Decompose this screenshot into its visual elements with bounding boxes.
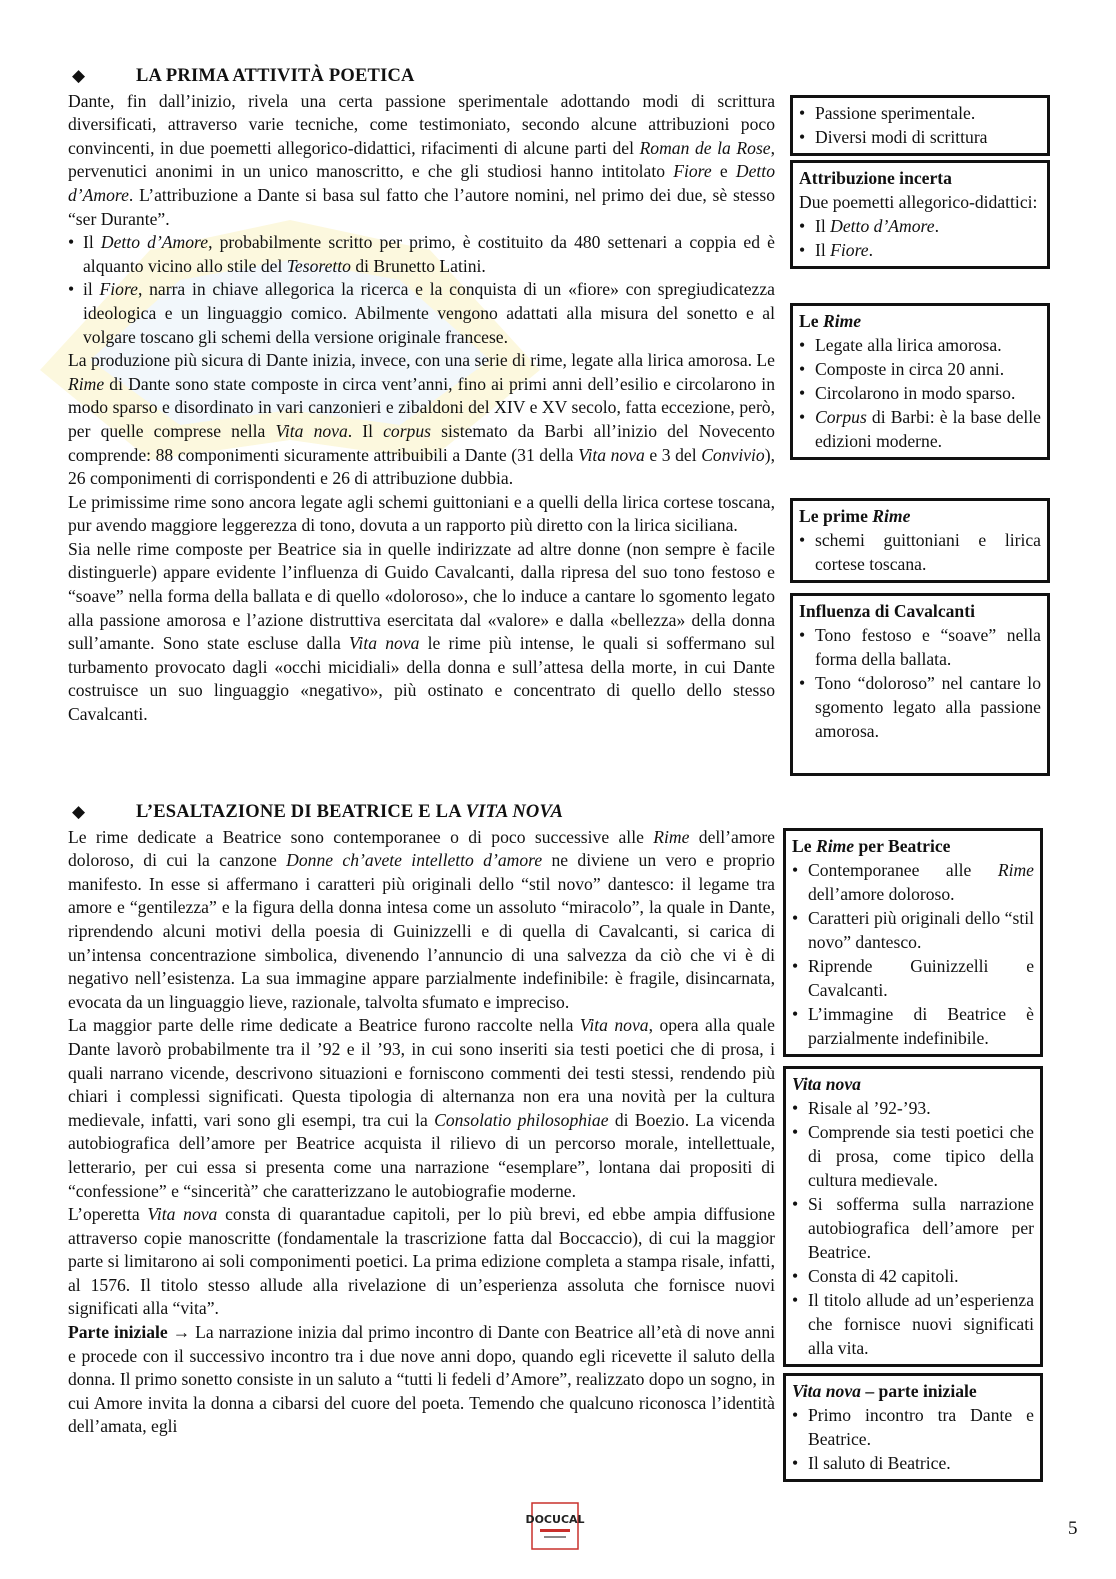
box-bullet-item bbox=[799, 125, 1041, 149]
bullet-text: Passione sperimentale. bbox=[815, 103, 976, 123]
italic-text: Consolatio philosophiae bbox=[434, 1109, 609, 1130]
bold-text: – parte iniziale bbox=[860, 1381, 977, 1401]
bullet-text: Primo incontro tra Dante e Beatrice. bbox=[808, 1405, 1034, 1449]
box-bullet-item bbox=[792, 1120, 1034, 1192]
box-bullet-item bbox=[799, 333, 1041, 357]
bullet-dot: • bbox=[799, 383, 806, 403]
paragraph: Sia nelle rime composte per Beatrice sia in quelle indirizzate ad altre donne (non sempre è facile distinguerle) appare evidente l’influenza di Guido Cavalcanti, dalla ripresa del suo tono festoso e “soave” nella forma della ballata e di quello «doloroso», che lo induce a cantare lo sgomento legato alla passione amorosa e l’azione distruttiva esercitata dal «valore» e dalla «bellezza» della donna sull’amante. Sono state escluse dalla Vita nova le rime più intense, le quali si soffermano sul turbamento provocato dagli «occhi micidiali» della donna e sull’attesa della morte, in cui Dante costruisce un suo linguaggio «negativo», più ostinato e concentrato di quello dello stesso Cavalcanti. bbox=[68, 538, 775, 725]
box-bullet-item bbox=[792, 1451, 1034, 1475]
box-title bbox=[799, 504, 1041, 528]
bullet-text: Consta di 42 capitoli. bbox=[808, 1266, 959, 1286]
box-bullet-item bbox=[799, 405, 1041, 453]
bullet-text: schemi guittoniani e lirica cortese toscana. bbox=[815, 530, 1041, 574]
box-title bbox=[792, 834, 1034, 858]
box-title bbox=[799, 309, 1041, 333]
sidebar-box-prime-rime bbox=[790, 498, 1050, 583]
box-bullet-item bbox=[799, 238, 1041, 262]
italic-text: Vita nova bbox=[578, 444, 645, 465]
italic-text: Donne ch’avete intelletto d’amore bbox=[286, 850, 543, 871]
bold-text: Le prime bbox=[799, 506, 873, 526]
paragraph: L’operetta Vita nova consta di quarantadue capitoli, per lo più brevi, ed ebbe ampia diffusione attraverso copie manoscritte (fondamentale la trascrizione fatta dal Boccaccio), di cui la maggior parte si limitarono ai soli componimenti poetici. La prima edizione completa a stampa risale, infatti, al 1576. Il titolo stesso allude alla rivelazione di un’esperienza assoluta che fornisce nuovi significati alla “vita”. bbox=[68, 1204, 776, 1319]
box-bullet-item bbox=[799, 528, 1041, 576]
box-bullet-item bbox=[792, 954, 1034, 1002]
box-bullet-item bbox=[792, 1192, 1034, 1264]
section-heading: ◆ LA PRIMA ATTIVITÀ POETICA bbox=[72, 66, 415, 86]
box-bullet-item bbox=[799, 101, 1041, 125]
bullet-dot: • bbox=[799, 359, 806, 379]
italic-text: Roman de la Rose bbox=[639, 137, 771, 158]
section-esaltazione-beatrice bbox=[68, 800, 775, 1439]
box-bullet-item bbox=[792, 906, 1034, 954]
sidebar-box-rime bbox=[790, 303, 1050, 460]
box-bullet-item bbox=[792, 1403, 1034, 1451]
bullet-text: Il saluto di Beatrice. bbox=[808, 1453, 951, 1473]
bullet-dot: • bbox=[792, 1098, 799, 1118]
bullet-text: Composte in circa 20 anni. bbox=[815, 359, 1005, 379]
bullet-text: Risale al ’92-’93. bbox=[808, 1098, 931, 1118]
bullet-text: Legate alla lirica amorosa. bbox=[815, 335, 1002, 355]
box-title bbox=[792, 1072, 1034, 1096]
paragraph: Le rime dedicate a Beatrice sono contemporanee o di poco successive alle Rime dell’amore doloroso, di cui la canzone Donne ch’avete intelletto d’amore ne diviene un vero e proprio manifesto. In esse si affermano i caratteri più originali dello “stil novo” dantesco: il legame tra amore e “gentilezza” e la figura della donna intesa come un assoluto “miracolo”, la quale in Dante, riprendendo alcuni motivi della poesia di Guinizzelli e di quella di Cavalcanti, si carica di un’intensa concentrazione simbolica, divenendo l’annuncio di una salvezza da ciò che vi è di negativo nell’esistenza. La sua immagine appare parzialmente indefinibile: è fragile, disincarnata, evocata da un linguaggio lieve, razionale, talvolta sfumato e impreciso. bbox=[68, 826, 775, 1012]
bullet-dot: • bbox=[792, 1004, 799, 1024]
box-bullet-item bbox=[799, 381, 1041, 405]
italic-text: VITA NOVA bbox=[465, 802, 564, 822]
box-title bbox=[799, 166, 1041, 190]
bold-text: Parte iniziale bbox=[68, 1322, 168, 1343]
paragraph: Parte iniziale → La narrazione inizia dal primo incontro di Dante con Beatrice all’età di nove anni e procede con il successivo incontro tra i due nove anni dopo, quando egli ricevette il saluto della donna. Il primo sonetto consiste in un saluto a “tutti li fedeli d’Amore”, realizzato dopo un sogno, in cui Amore invita la donna a cibarsi del cuore del poeta. Temendo che qualcuno riconosca l’identità dell’amata, egli bbox=[68, 1322, 775, 1437]
bullet-text: Tono festoso e “soave” nella forma della ballata. bbox=[815, 625, 1041, 669]
bold-text: Influenza di Cavalcanti bbox=[799, 601, 975, 621]
bullet-text: Circolarono in modo sparso. bbox=[815, 383, 1016, 403]
italic-text: Tesoretto bbox=[286, 255, 351, 276]
bold-text: Attribuzione incerta bbox=[799, 168, 952, 188]
bold-italic-text: Rime bbox=[822, 311, 862, 331]
docucal-logo-graphic bbox=[520, 1502, 590, 1550]
bold-italic-text: Rime bbox=[815, 836, 855, 856]
bullet-dot: • bbox=[799, 530, 806, 550]
italic-text: Fiore bbox=[830, 240, 869, 260]
bullet-dot: • bbox=[792, 1405, 799, 1425]
bullet-dot: • bbox=[792, 908, 799, 928]
bullet-text: Il Detto d’Amore. bbox=[815, 216, 939, 236]
bullet-dot: • bbox=[792, 860, 799, 880]
box-bullet-item bbox=[792, 858, 1034, 906]
bullet-text: Riprende Guinizzelli e Cavalcanti. bbox=[808, 956, 1034, 1000]
section-heading: ◆ L’ESALTAZIONE DI BEATRICE E LA VITA NOVA bbox=[72, 802, 564, 822]
sidebar-box-passione bbox=[790, 95, 1050, 156]
italic-text: Detto d’Amore bbox=[100, 232, 209, 253]
paragraph: Dante, fin dall’inizio, rivela una certa passione sperimentale adottando modi di scrittura diversificati, attraverso varie tecniche, come testimoniato, secondo alcune attribuzioni poco convincenti, in due poemetti allegorico-didattici, rifacimenti di alcune parti del Roman de la Rose, pervenutici anonimi in un unico manoscritto, e che gli studiosi hanno intitolato Fiore e Detto d’Amore. L’attribuzione a Dante si basa sul fatto che l’autore nomini, nel primo dei due, sè stesso “ser Durante”. bbox=[68, 90, 776, 229]
bullet-dot: • bbox=[799, 335, 806, 355]
italic-text: Fiore bbox=[99, 279, 138, 300]
paragraph: La produzione più sicura di Dante inizia, invece, con una serie di rime, legate alla lirica amorosa. Le Rime di Dante sono state composte in circa vent’anni, fino ai primi anni dell’esilio e circolarono in modo sparso e disordinato in vari canzonieri e zibaldoni del XIV e XV secolo, fatta eccezione, però, per quelle comprese nella Vita nova. Il corpus sistemato da Barbi all’inizio del Novecento comprende: 88 componimenti sicuramente attribuibili a Dante (31 della Vita nova e 3 del Convivio), 26 componimenti di corrispondenti e 26 di attribuzione dubbia. bbox=[68, 350, 775, 489]
sidebar-box-attribuzione bbox=[790, 160, 1050, 269]
bold-italic-text: Vita nova bbox=[792, 1074, 861, 1094]
italic-text: Convivio bbox=[701, 444, 765, 465]
section-prima-attivita bbox=[68, 64, 775, 727]
italic-text: Vita nova bbox=[579, 1015, 649, 1036]
bullet-dot: • bbox=[792, 1122, 799, 1142]
bullet-dot: • bbox=[799, 127, 806, 147]
bold-text: Le bbox=[792, 836, 816, 856]
italic-text: Detto d’Amore bbox=[68, 161, 775, 205]
bullet-dot: • bbox=[792, 1266, 799, 1286]
box-title bbox=[799, 599, 1041, 623]
docucal-logo bbox=[520, 1502, 590, 1550]
italic-text: Fiore bbox=[673, 161, 712, 182]
box-bullet-item bbox=[792, 1288, 1034, 1360]
bullet-text: Comprende sia testi poetici che di prosa, come tipico della cultura medievale. bbox=[808, 1122, 1034, 1190]
italic-text: Vita nova bbox=[348, 633, 420, 654]
bullet-text: Il Fiore. bbox=[815, 240, 873, 260]
bullet-dot: • bbox=[799, 216, 806, 236]
bullet-item: • Il Detto d’Amore, probabilmente scritto per primo, è costituito da 480 settenari a coppia ed è alquanto vicino allo stile del Tesoretto di Brunetto Latini. bbox=[68, 232, 775, 276]
bullet-dot: • bbox=[792, 956, 799, 976]
bullet-dot: • bbox=[799, 625, 806, 645]
italic-text: corpus bbox=[383, 420, 432, 441]
italic-text: Rime bbox=[997, 860, 1034, 880]
sidebar-box-vita-nova bbox=[783, 1066, 1043, 1367]
sidebar-box-parte-iniziale bbox=[783, 1373, 1043, 1482]
bullet-dot: • bbox=[799, 673, 806, 693]
bullet-dot: • bbox=[799, 407, 806, 427]
bullet-text: Diversi modi di scrittura bbox=[815, 127, 988, 147]
paragraph: La maggior parte delle rime dedicate a Beatrice furono raccolte nella Vita nova, opera alla quale Dante lavorò probabilmente tra il ’92 e il ’93, in cui sono inseriti sia testi poetici che di prosa, i quali narrano vicende, descrivono situazioni e forniscono commenti dei testi stessi, rendendo più chiari i complessi significati. Questa tipologia di alternanza non era una novità per la cultura medievale, infatti, vari sono gli esempi, tra cui la Consolatio philosophiae di Boezio. La vicenda autobiografica dell’amore per Beatrice acquista il rilievo di un percorso morale, intellettuale, letterario, per cui essa si presenta come una narrazione “esemplare”, lontana dai propositi di “confessione” e “sincerità” che caratterizzano le autobiografie moderne. bbox=[68, 1015, 775, 1201]
bullet-text: Caratteri più originali dello “stil novo” dantesco. bbox=[808, 908, 1034, 952]
box-bullet-item bbox=[799, 671, 1041, 743]
bold-text: per Beatrice bbox=[854, 836, 951, 856]
box-title bbox=[792, 1379, 1034, 1403]
bullet-text: L’immagine di Beatrice è parzialmente indefinibile. bbox=[808, 1004, 1034, 1048]
bullet-text: Corpus di Barbi: è la base delle edizioni moderne. bbox=[815, 407, 1041, 451]
sidebar-box-cavalcanti bbox=[790, 593, 1050, 776]
box-bullet-item bbox=[799, 623, 1041, 671]
box-bullet-item bbox=[792, 1096, 1034, 1120]
sidebar-box-rime-beatrice bbox=[783, 828, 1043, 1057]
bullet-dot: • bbox=[792, 1290, 799, 1310]
bullet-text: Contemporanee alle Rime dell’amore doloroso. bbox=[808, 860, 1034, 904]
italic-text: Vita nova bbox=[147, 1204, 218, 1225]
bullet-text: Tono “doloroso” nel cantare lo sgomento legato alla passione amorosa. bbox=[815, 673, 1041, 741]
italic-text: Rime bbox=[68, 373, 105, 394]
italic-text: Vita nova bbox=[275, 420, 348, 441]
bold-italic-text: Rime bbox=[872, 506, 911, 526]
bullet-item: • il Fiore, narra in chiave allegorica la ricerca e la conquista di un «fiore» con spregiudicatezza ideologica e un linguaggio comico. Abilmente vengono adattati alla misura del sonetto e al volgare toscano gli schemi della versione originale francese. bbox=[68, 279, 775, 347]
bullet-dot: • bbox=[792, 1453, 799, 1473]
italic-text: Rime bbox=[653, 826, 690, 847]
box-bullet-item bbox=[799, 357, 1041, 381]
bullet-dot: • bbox=[792, 1194, 799, 1214]
bold-text: Le bbox=[799, 311, 823, 331]
page-number: 5 bbox=[1068, 1518, 1078, 1539]
box-bullet-item bbox=[799, 214, 1041, 238]
italic-text: Corpus bbox=[815, 407, 867, 427]
italic-text: Detto d’Amore bbox=[830, 216, 935, 236]
bullet-dot: • bbox=[799, 240, 806, 260]
box-bullet-item bbox=[792, 1002, 1034, 1050]
bullet-dot: • bbox=[799, 103, 806, 123]
bullet-text: Si sofferma sulla narrazione autobiografica dell’amore per Beatrice. bbox=[808, 1194, 1034, 1262]
box-text: Due poemetti allegorico-didattici: bbox=[799, 192, 1038, 212]
bullet-text: Il titolo allude ad un’esperienza che fornisce nuovi significati alla vita. bbox=[808, 1290, 1034, 1358]
bold-italic-text: Vita nova bbox=[792, 1381, 861, 1401]
box-bullet-item bbox=[792, 1264, 1034, 1288]
logo-text: DOCUCAL bbox=[525, 1513, 585, 1526]
paragraph: Le primissime rime sono ancora legate agli schemi guittoniani e a quelli della lirica cortese toscana, pur avendo maggiore leggerezza di tono, dovuta a un rapporto più diretto con la lirica siciliana. bbox=[68, 491, 775, 536]
